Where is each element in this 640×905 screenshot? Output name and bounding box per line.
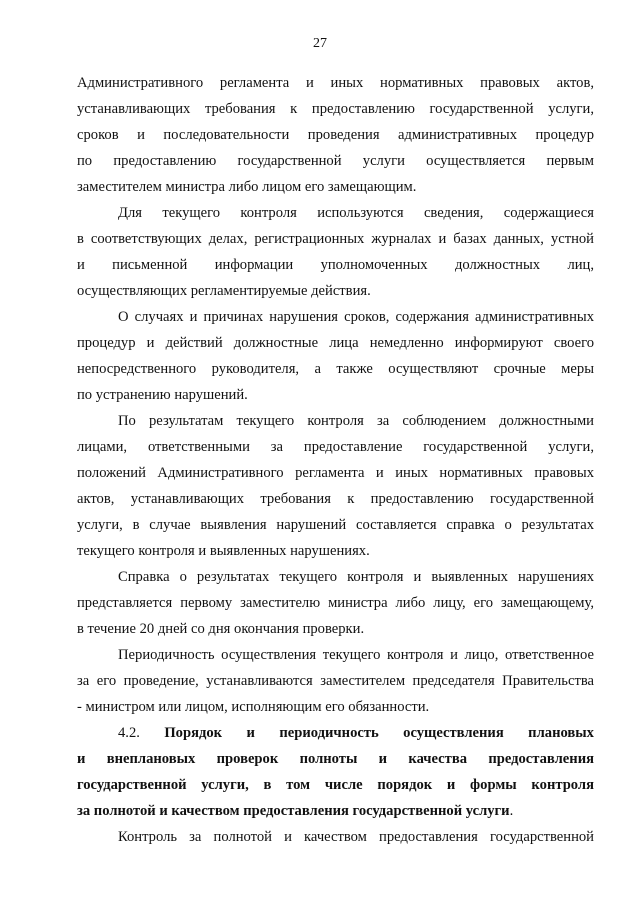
text-line: Периодичность осуществления текущего контроля и лицо, ответственное: [118, 647, 594, 663]
text-line: По результатам текущего контроля за соблюдением должностными: [118, 413, 594, 429]
section-title-line: за полнотой и качеством предоставления государственной услуги: [77, 803, 510, 819]
text-line: услуги, в случае выявления нарушений составляется справка о результатах: [77, 517, 594, 533]
text-line: представляется первому заместителю министра либо лицу, его замещающему,: [77, 595, 594, 611]
text-line: актов, устанавливающих требования к предоставлению государственной: [77, 491, 594, 507]
document-body: [77, 70, 594, 850]
section-title-end: .: [509, 803, 514, 819]
text-line: Административного регламента и иных нормативных правовых актов,: [77, 75, 594, 91]
text-line: непосредственного руководителя, а также осуществляют срочные меры: [77, 361, 594, 377]
paragraph: [77, 200, 594, 304]
paragraph: [77, 824, 594, 850]
section-title-line: и внеплановых проверок полноты и качества предоставления: [77, 751, 594, 767]
text-line: устанавливающих требования к предоставлению государственной услуги,: [77, 101, 594, 117]
text-line: процедур и действий должностные лица немедленно информируют своего: [77, 335, 594, 351]
section-heading: [77, 720, 594, 824]
text-line: в соответствующих делах, регистрационных журналах и базах данных, устной: [77, 231, 594, 247]
text-line: по устранению нарушений.: [77, 387, 248, 403]
text-line: осуществляющих регламентируемые действия.: [77, 283, 371, 299]
text-line: Справка о результатах текущего контроля и выявленных нарушениях: [118, 569, 594, 585]
text-line: Для текущего контроля используются сведения, содержащиеся: [118, 205, 594, 221]
text-line: за его проведение, устанавливаются заместителем председателя Правительства: [77, 673, 594, 689]
text-line: и письменной информации уполномоченных должностных лиц,: [77, 257, 594, 273]
text-line: лицами, ответственными за предоставление государственной услуги,: [77, 439, 594, 455]
text-line: сроков и последовательности проведения административных процедур: [77, 127, 594, 143]
text-line: в течение 20 дней со дня окончания проверки.: [77, 621, 365, 637]
section-title-line: государственной услуги, в том числе порядок и формы контроля: [77, 777, 594, 793]
section-title-line: Порядок и периодичность осуществления плановых: [164, 725, 594, 741]
text-line: Контроль за полнотой и качеством предоставления государственной: [118, 829, 594, 845]
section-number: 4.2.: [118, 725, 165, 741]
text-line: по предоставлению государственной услуги осуществляется первым: [77, 153, 594, 169]
paragraph: [77, 70, 594, 200]
text-line: текущего контроля и выявленных нарушениях.: [77, 543, 370, 559]
paragraph: [77, 408, 594, 564]
text-line: О случаях и причинах нарушения сроков, содержания административных: [118, 309, 594, 325]
paragraph: [77, 642, 594, 720]
paragraph: [77, 304, 594, 408]
text-line: положений Административного регламента и иных нормативных правовых: [77, 465, 594, 481]
text-line: - министром или лицом, исполняющим его обязанности.: [77, 699, 430, 715]
paragraph: [77, 564, 594, 642]
page-number: 27: [313, 36, 327, 51]
text-line: заместителем министра либо лицом его замещающим.: [77, 179, 417, 195]
